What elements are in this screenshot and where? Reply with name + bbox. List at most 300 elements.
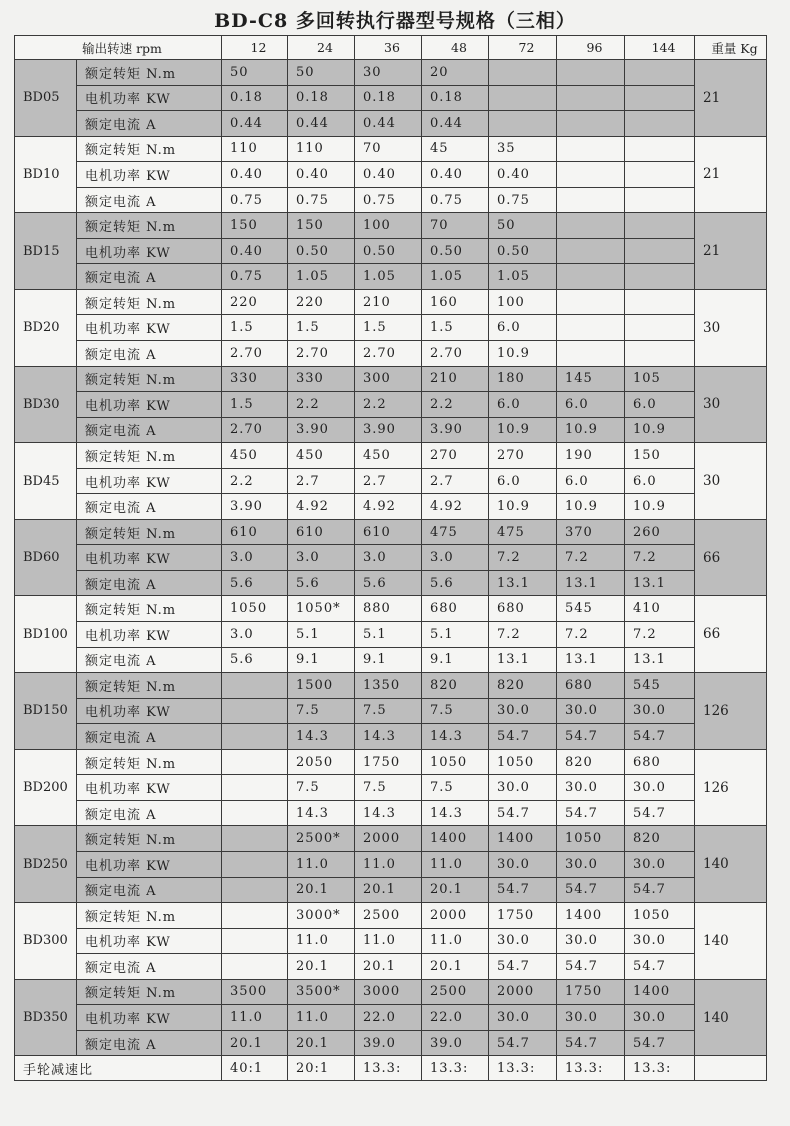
value-cell: 450 — [222, 443, 288, 469]
param-label: 额定电流 A — [77, 877, 222, 903]
value-cell: 410 — [625, 596, 695, 622]
value-cell — [222, 800, 288, 826]
value-cell: 54.7 — [557, 800, 625, 826]
value-cell: 11.0 — [288, 1005, 355, 1031]
footer-empty-cell — [695, 1056, 767, 1081]
value-cell: 1050 — [625, 903, 695, 929]
table-row — [15, 979, 767, 1005]
value-cell — [625, 136, 695, 162]
table-row — [15, 341, 767, 367]
value-cell: 13.1 — [557, 647, 625, 673]
value-cell: 300 — [355, 366, 422, 392]
value-cell: 0.40 — [489, 162, 557, 188]
value-cell — [222, 903, 288, 929]
value-cell: 50 — [489, 213, 557, 239]
header-row — [15, 36, 767, 60]
ratio-cell: 13.3: — [557, 1056, 625, 1081]
value-cell: 610 — [355, 519, 422, 545]
value-cell — [625, 85, 695, 111]
value-cell: 11.0 — [288, 928, 355, 954]
ratio-cell: 40:1 — [222, 1056, 288, 1081]
value-cell — [222, 851, 288, 877]
spec-table — [14, 35, 767, 1081]
value-cell: 6.0 — [489, 468, 557, 494]
value-cell: 475 — [489, 519, 557, 545]
value-cell: 54.7 — [625, 724, 695, 750]
value-cell: 14.3 — [422, 724, 489, 750]
table-row — [15, 85, 767, 111]
param-label: 额定转矩 N.m — [77, 60, 222, 86]
value-cell: 1.5 — [355, 315, 422, 341]
value-cell: 2.70 — [288, 341, 355, 367]
weight-value: 66 — [695, 596, 767, 673]
value-cell: 105 — [625, 366, 695, 392]
param-label: 电机功率 KW — [77, 162, 222, 188]
value-cell: 6.0 — [557, 468, 625, 494]
value-cell: 160 — [422, 289, 489, 315]
footer-row — [15, 1056, 767, 1081]
value-cell: 0.75 — [288, 187, 355, 213]
value-cell: 11.0 — [355, 851, 422, 877]
value-cell — [557, 213, 625, 239]
value-cell: 30.0 — [557, 851, 625, 877]
value-cell: 880 — [355, 596, 422, 622]
value-cell: 14.3 — [355, 724, 422, 750]
param-label: 电机功率 KW — [77, 1005, 222, 1031]
value-cell: 2.7 — [355, 468, 422, 494]
value-cell: 4.92 — [355, 494, 422, 520]
value-cell: 680 — [422, 596, 489, 622]
table-row — [15, 800, 767, 826]
value-cell: 20.1 — [222, 1030, 288, 1056]
value-cell: 1050* — [288, 596, 355, 622]
value-cell: 20.1 — [422, 954, 489, 980]
value-cell: 9.1 — [422, 647, 489, 673]
value-cell: 0.44 — [422, 111, 489, 137]
table-row — [15, 647, 767, 673]
value-cell — [557, 187, 625, 213]
value-cell: 270 — [489, 443, 557, 469]
value-cell: 30.0 — [557, 775, 625, 801]
value-cell: 1.5 — [422, 315, 489, 341]
value-cell — [557, 85, 625, 111]
value-cell: 1.05 — [422, 264, 489, 290]
value-cell — [222, 826, 288, 852]
value-cell: 3.90 — [222, 494, 288, 520]
value-cell: 13.1 — [625, 647, 695, 673]
value-cell: 0.40 — [422, 162, 489, 188]
value-cell: 110 — [288, 136, 355, 162]
value-cell: 0.44 — [222, 111, 288, 137]
value-cell: 1350 — [355, 673, 422, 699]
value-cell: 54.7 — [489, 877, 557, 903]
speed-header-cell: 24 — [288, 36, 355, 60]
param-label: 电机功率 KW — [77, 315, 222, 341]
value-cell: 0.50 — [355, 238, 422, 264]
table-row — [15, 494, 767, 520]
value-cell: 10.9 — [625, 494, 695, 520]
model-name: BD250 — [15, 826, 77, 903]
table-row — [15, 673, 767, 699]
value-cell: 30.0 — [489, 1005, 557, 1031]
value-cell: 0.50 — [422, 238, 489, 264]
value-cell — [557, 162, 625, 188]
value-cell: 1.05 — [489, 264, 557, 290]
value-cell: 7.2 — [625, 545, 695, 571]
value-cell: 0.40 — [222, 238, 288, 264]
value-cell: 7.5 — [422, 775, 489, 801]
table-row — [15, 238, 767, 264]
param-label: 额定电流 A — [77, 417, 222, 443]
value-cell: 610 — [288, 519, 355, 545]
value-cell: 3.0 — [222, 622, 288, 648]
value-cell: 7.5 — [355, 698, 422, 724]
value-cell: 0.75 — [222, 187, 288, 213]
value-cell: 2.7 — [288, 468, 355, 494]
value-cell: 610 — [222, 519, 288, 545]
value-cell: 30.0 — [489, 851, 557, 877]
value-cell: 1.05 — [355, 264, 422, 290]
value-cell: 3.90 — [422, 417, 489, 443]
value-cell: 680 — [625, 749, 695, 775]
param-label: 电机功率 KW — [77, 851, 222, 877]
table-row — [15, 417, 767, 443]
value-cell: 39.0 — [355, 1030, 422, 1056]
table-row — [15, 289, 767, 315]
value-cell: 150 — [625, 443, 695, 469]
value-cell: 4.92 — [422, 494, 489, 520]
param-label: 额定电流 A — [77, 264, 222, 290]
value-cell: 0.40 — [222, 162, 288, 188]
value-cell: 13.1 — [625, 570, 695, 596]
ratio-cell: 13.3: — [489, 1056, 557, 1081]
value-cell: 330 — [222, 366, 288, 392]
param-label: 额定电流 A — [77, 494, 222, 520]
value-cell: 7.5 — [355, 775, 422, 801]
value-cell: 4.92 — [288, 494, 355, 520]
value-cell: 30.0 — [557, 698, 625, 724]
value-cell: 2.2 — [222, 468, 288, 494]
value-cell: 39.0 — [422, 1030, 489, 1056]
value-cell: 7.2 — [489, 545, 557, 571]
table-row — [15, 111, 767, 137]
param-label: 额定转矩 N.m — [77, 519, 222, 545]
value-cell: 3500 — [222, 979, 288, 1005]
value-cell: 3.0 — [422, 545, 489, 571]
value-cell: 35 — [489, 136, 557, 162]
value-cell: 2.70 — [222, 341, 288, 367]
value-cell: 0.75 — [489, 187, 557, 213]
param-label: 电机功率 KW — [77, 698, 222, 724]
value-cell: 3.0 — [222, 545, 288, 571]
param-label: 额定电流 A — [77, 111, 222, 137]
value-cell: 14.3 — [288, 800, 355, 826]
value-cell: 545 — [557, 596, 625, 622]
value-cell: 11.0 — [222, 1005, 288, 1031]
value-cell: 11.0 — [288, 851, 355, 877]
param-label: 额定电流 A — [77, 800, 222, 826]
value-cell: 54.7 — [557, 954, 625, 980]
value-cell: 1750 — [557, 979, 625, 1005]
value-cell — [625, 289, 695, 315]
value-cell: 70 — [355, 136, 422, 162]
value-cell: 1050 — [422, 749, 489, 775]
handwheel-ratio-label: 手轮减速比 — [15, 1056, 222, 1081]
value-cell: 2500* — [288, 826, 355, 852]
model-name: BD350 — [15, 979, 77, 1056]
value-cell: 3000* — [288, 903, 355, 929]
value-cell: 20.1 — [288, 954, 355, 980]
value-cell: 1400 — [625, 979, 695, 1005]
value-cell: 11.0 — [355, 928, 422, 954]
ratio-cell: 13.3: — [625, 1056, 695, 1081]
value-cell: 7.2 — [557, 622, 625, 648]
value-cell: 54.7 — [489, 1030, 557, 1056]
value-cell: 0.75 — [355, 187, 422, 213]
value-cell: 0.40 — [355, 162, 422, 188]
value-cell: 5.6 — [288, 570, 355, 596]
value-cell: 2.70 — [355, 341, 422, 367]
model-name: BD300 — [15, 903, 77, 980]
value-cell: 6.0 — [489, 315, 557, 341]
value-cell: 2.2 — [422, 392, 489, 418]
value-cell: 220 — [288, 289, 355, 315]
value-cell — [557, 238, 625, 264]
value-cell: 0.18 — [355, 85, 422, 111]
value-cell: 0.18 — [222, 85, 288, 111]
table-row — [15, 570, 767, 596]
table-row — [15, 60, 767, 86]
value-cell: 5.6 — [222, 570, 288, 596]
table-row — [15, 954, 767, 980]
value-cell: 3500* — [288, 979, 355, 1005]
speed-header-cell: 96 — [557, 36, 625, 60]
value-cell — [557, 341, 625, 367]
param-label: 额定电流 A — [77, 570, 222, 596]
value-cell: 210 — [355, 289, 422, 315]
table-row — [15, 596, 767, 622]
value-cell: 6.0 — [625, 468, 695, 494]
value-cell: 2.2 — [355, 392, 422, 418]
value-cell: 370 — [557, 519, 625, 545]
value-cell: 1750 — [489, 903, 557, 929]
value-cell: 1050 — [489, 749, 557, 775]
value-cell: 10.9 — [489, 494, 557, 520]
value-cell: 6.0 — [557, 392, 625, 418]
speed-header-cell: 12 — [222, 36, 288, 60]
value-cell: 820 — [625, 826, 695, 852]
value-cell: 30.0 — [489, 698, 557, 724]
value-cell: 50 — [288, 60, 355, 86]
value-cell — [557, 136, 625, 162]
table-row — [15, 162, 767, 188]
value-cell: 150 — [288, 213, 355, 239]
value-cell: 3.0 — [288, 545, 355, 571]
value-cell: 7.2 — [625, 622, 695, 648]
param-label: 电机功率 KW — [77, 468, 222, 494]
param-label: 电机功率 KW — [77, 392, 222, 418]
model-name: BD20 — [15, 289, 77, 366]
model-name: BD60 — [15, 519, 77, 596]
table-row — [15, 366, 767, 392]
value-cell: 0.40 — [288, 162, 355, 188]
value-cell: 14.3 — [288, 724, 355, 750]
value-cell — [222, 877, 288, 903]
value-cell — [625, 213, 695, 239]
param-label: 额定电流 A — [77, 954, 222, 980]
value-cell: 2.70 — [422, 341, 489, 367]
value-cell: 7.5 — [288, 698, 355, 724]
value-cell: 30.0 — [557, 1005, 625, 1031]
value-cell: 5.6 — [422, 570, 489, 596]
model-name: BD100 — [15, 596, 77, 673]
weight-value: 140 — [695, 979, 767, 1056]
value-cell: 2.2 — [288, 392, 355, 418]
table-row — [15, 264, 767, 290]
value-cell: 820 — [557, 749, 625, 775]
value-cell: 145 — [557, 366, 625, 392]
table-row — [15, 443, 767, 469]
value-cell: 6.0 — [625, 392, 695, 418]
value-cell: 2.7 — [422, 468, 489, 494]
value-cell: 13.1 — [557, 570, 625, 596]
value-cell: 13.1 — [489, 570, 557, 596]
value-cell: 20.1 — [355, 877, 422, 903]
value-cell — [625, 238, 695, 264]
value-cell: 50 — [222, 60, 288, 86]
value-cell: 11.0 — [422, 851, 489, 877]
weight-value: 30 — [695, 443, 767, 520]
value-cell: 1.05 — [288, 264, 355, 290]
value-cell: 30.0 — [625, 928, 695, 954]
value-cell: 2000 — [489, 979, 557, 1005]
value-cell: 20.1 — [288, 1030, 355, 1056]
value-cell: 1750 — [355, 749, 422, 775]
value-cell: 210 — [422, 366, 489, 392]
param-label: 额定转矩 N.m — [77, 289, 222, 315]
value-cell — [625, 162, 695, 188]
value-cell: 2500 — [355, 903, 422, 929]
value-cell: 20.1 — [288, 877, 355, 903]
value-cell: 30 — [355, 60, 422, 86]
model-name: BD10 — [15, 136, 77, 213]
value-cell: 7.2 — [489, 622, 557, 648]
value-cell — [557, 289, 625, 315]
value-cell: 14.3 — [422, 800, 489, 826]
value-cell: 30.0 — [625, 698, 695, 724]
value-cell: 20 — [422, 60, 489, 86]
value-cell: 450 — [355, 443, 422, 469]
param-label: 额定转矩 N.m — [77, 136, 222, 162]
value-cell: 1400 — [489, 826, 557, 852]
value-cell: 1.5 — [222, 392, 288, 418]
value-cell: 5.1 — [355, 622, 422, 648]
weight-value: 30 — [695, 366, 767, 443]
table-row — [15, 698, 767, 724]
value-cell: 1500 — [288, 673, 355, 699]
table-row — [15, 928, 767, 954]
value-cell: 5.1 — [288, 622, 355, 648]
value-cell: 5.1 — [422, 622, 489, 648]
table-row — [15, 1005, 767, 1031]
value-cell: 9.1 — [355, 647, 422, 673]
value-cell: 10.9 — [489, 417, 557, 443]
table-row — [15, 315, 767, 341]
ratio-cell: 13.3: — [422, 1056, 489, 1081]
value-cell: 7.5 — [422, 698, 489, 724]
weight-value: 66 — [695, 519, 767, 596]
value-cell: 1400 — [557, 903, 625, 929]
value-cell: 330 — [288, 366, 355, 392]
model-name: BD200 — [15, 749, 77, 826]
value-cell — [489, 60, 557, 86]
value-cell — [222, 698, 288, 724]
value-cell: 1050 — [557, 826, 625, 852]
param-label: 额定转矩 N.m — [77, 979, 222, 1005]
value-cell — [557, 111, 625, 137]
value-cell: 1050 — [222, 596, 288, 622]
ratio-cell: 20:1 — [288, 1056, 355, 1081]
param-label: 额定电流 A — [77, 187, 222, 213]
value-cell — [625, 60, 695, 86]
model-name: BD05 — [15, 60, 77, 137]
table-row — [15, 545, 767, 571]
value-cell — [222, 775, 288, 801]
value-cell: 7.5 — [288, 775, 355, 801]
value-cell — [222, 749, 288, 775]
value-cell: 45 — [422, 136, 489, 162]
param-label: 额定电流 A — [77, 341, 222, 367]
table-row — [15, 622, 767, 648]
value-cell: 2.70 — [222, 417, 288, 443]
value-cell: 54.7 — [557, 1030, 625, 1056]
value-cell: 270 — [422, 443, 489, 469]
value-cell: 10.9 — [557, 417, 625, 443]
value-cell: 2000 — [355, 826, 422, 852]
value-cell: 22.0 — [422, 1005, 489, 1031]
value-cell: 54.7 — [625, 1030, 695, 1056]
table-row — [15, 724, 767, 750]
param-label: 额定电流 A — [77, 1030, 222, 1056]
value-cell: 545 — [625, 673, 695, 699]
value-cell: 0.75 — [222, 264, 288, 290]
param-label: 额定转矩 N.m — [77, 903, 222, 929]
value-cell: 22.0 — [355, 1005, 422, 1031]
value-cell: 1.5 — [222, 315, 288, 341]
value-cell: 9.1 — [288, 647, 355, 673]
param-label: 电机功率 KW — [77, 622, 222, 648]
value-cell: 180 — [489, 366, 557, 392]
value-cell: 3000 — [355, 979, 422, 1005]
value-cell: 20.1 — [355, 954, 422, 980]
ratio-cell: 13.3: — [355, 1056, 422, 1081]
weight-value: 140 — [695, 903, 767, 980]
value-cell — [489, 85, 557, 111]
table-row — [15, 1030, 767, 1056]
param-label: 额定电流 A — [77, 724, 222, 750]
value-cell: 70 — [422, 213, 489, 239]
model-name: BD150 — [15, 673, 77, 750]
value-cell: 0.44 — [288, 111, 355, 137]
weight-value: 140 — [695, 826, 767, 903]
value-cell: 30.0 — [489, 928, 557, 954]
value-cell: 450 — [288, 443, 355, 469]
table-row — [15, 392, 767, 418]
value-cell: 11.0 — [422, 928, 489, 954]
value-cell — [557, 315, 625, 341]
speed-header-cell: 72 — [489, 36, 557, 60]
value-cell — [489, 111, 557, 137]
